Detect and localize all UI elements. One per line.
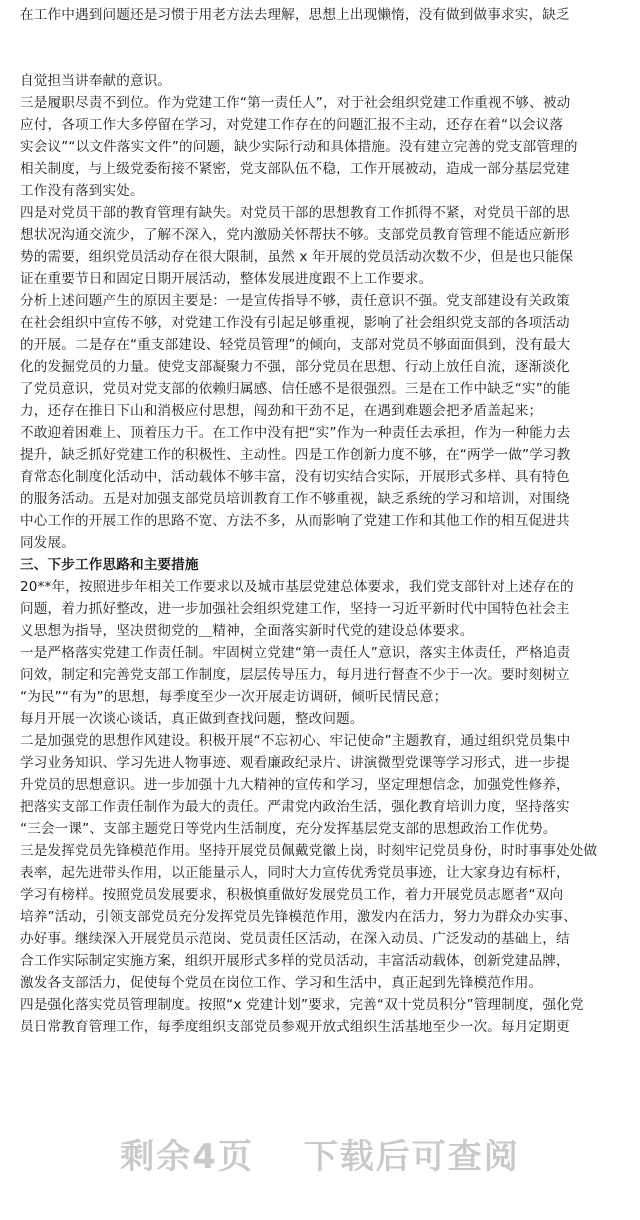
text-line: 问效，制定和完善党支部工作制度，层层传导压力，每月进行督查不少于一次。要时刻树立	[20, 667, 570, 683]
text-line: 的开展。二是存在“重支部建设、轻党员管理”的倾向，支部对党员不够面面俱到，没有最大	[20, 337, 571, 353]
text-line: 四是对党员干部的教育管理有缺失。对党员干部的思想教育工作抓得不紧，对党员干部的思	[20, 205, 570, 221]
text-line: 把落实支部工作责任制作为最大的责任。严肃党内政治生活，强化教育培训力度，坚持落实	[20, 799, 570, 815]
text-line: 问题，着力抓好整改，进一步加强社会组织党建工作，坚持一习近平新时代中国特色社会主	[20, 601, 570, 617]
text-line: 员日常教育管理工作，每季度组织支部党员参观开放式组织生活基地至少一次。每月定期更	[20, 1019, 570, 1035]
text-line: 相关制度，与上级党委衔接不紧密，党支部队伍不稳，工作开展被动，造成一部分基层党建	[20, 161, 570, 177]
text-line: 自觉担当讲奉献的意识。	[20, 73, 172, 89]
text-line: 学习业务知识、学习先进人物事迹、观看廉政纪录片、讲演微型党课等学习形式，进一步提	[20, 755, 570, 771]
text-line: “为民”“有为”的思想，每季度至少一次开展走访调研，倾听民情民意；	[20, 689, 448, 705]
text-line: 的服务活动。五是对加强支部党员培训教育工作不够重视，缺乏系统的学习和培训，对围绕	[20, 491, 570, 507]
text-line: 三是履职尽责不到位。作为党建工作“第一责任人”，对于社会组织党建工作重视不够、被动	[20, 95, 571, 111]
text-line: 不敢迎着困难上、顶着压力干。在工作中没有把“实”作为一种责任去承担，作为一种能力去	[20, 425, 571, 441]
text-line: 证在重要节日和固定日期开展活动，整体发展进度跟不上工作要求。	[20, 271, 433, 287]
text-line: 分析上述问题产生的原因主要是：一是宣传指导不够，责任意识不强。党支部建设有关政策	[20, 293, 570, 309]
text-line: 义思想为指导，坚决贯彻党的＿精神，全面落实新时代党的建设总体要求。	[20, 623, 474, 639]
text-line: 中心工作的开展工作的思路不宽、方法不多，从而影响了党建工作和其他工作的相互促进共	[20, 513, 570, 529]
text-line: 激发各支部活力，促使每个党员在岗位工作、学习和生活中，真正起到先锋模范作用。	[20, 975, 543, 991]
text-line: 二是加强党的思想作风建设。积极开展“不忘初心、牢记使命”主题教育，通过组织党员集中	[20, 733, 571, 749]
text-line: 升党员的思想意识。进一步加强十九大精神的宣传和学习，坚定理想信念，加强党性修养，	[20, 777, 570, 793]
text-line: “三会一课”、支部主题党日等党内生活制度，充分发挥基层党支部的思想政治工作优势。	[20, 821, 557, 837]
download-hint-label: 下载后可查阅	[303, 1137, 520, 1177]
text-line: 势的需要，组织党员活动存在很大限制，虽然 x 年开展的党员活动次数不少，但是也只能保	[20, 249, 574, 265]
text-line: 了党员意识，党员对党支部的依赖归属感、信任感不是很强烈。三是在工作中缺乏“实”的能	[20, 381, 571, 397]
text-line: 想状况沟通交流少，了解不深入，党内激励关怀帮扶不够。支部党员教育管理不能适应新形	[20, 227, 570, 243]
text-line: 学习有榜样。按照党员发展要求，积极慎重做好发展党员工作，着力开展党员志愿者“双向	[20, 887, 564, 903]
text-line: 培养”活动，引领支部党员充分发挥党员先锋模范作用，激发内在活力，努力为群众办实事、	[20, 909, 577, 925]
text-line: 合工作实际制定实施方案，组织开展形式多样的党员活动，丰富活动载体，创新党建品牌，	[20, 953, 570, 969]
text-line: 四是强化落实党员管理制度。按照“x 党建计划”要求，完善“双十党员积分”管理制度，强化党	[20, 997, 584, 1013]
text-line: 化的发掘党员的力量。使党支部凝聚力不强，部分党员在思想、行动上放任自流，逐渐淡化	[20, 359, 570, 375]
text-line: 同发展。	[20, 535, 75, 551]
text-line: 力，还存在推日下山和消极应付思想，闯劲和干劲不足，在遇到难题会把矛盾盖起来；	[20, 403, 543, 419]
text-line: 育常态化制度化活动中，活动载体不够丰富，没有切实结合实际，开展形式多样、具有特色	[20, 469, 570, 485]
text-line: 应付，各项工作大多停留在学习，对党建工作存在的问题汇报不主动，还存在着“以会议落	[20, 117, 564, 133]
remaining-pages-label: 剩余4页	[120, 1137, 254, 1177]
text-line: 在社会组织中宣传不够，对党建工作没有引起足够重视，影响了社会组织党支部的各项活动	[20, 315, 570, 331]
download-to-view-banner[interactable]	[0, 1132, 640, 1182]
text-line: 表率，起先进带头作用，以正能量示人，同时大力宣传优秀党员事迹，让大家身边有标杆，	[20, 865, 570, 881]
text-line: 一是严格落实党建工作责任制。牢固树立党建“第一责任人”意识，落实主体责任，严格追责	[20, 645, 571, 661]
text-line: 20**年，按照进步年相关工作要求以及城市基层党建总体要求，我们党支部针对上述存在的	[20, 579, 574, 595]
text-line: 在工作中遇到问题还是习惯于用老方法去理解，思想上出现懒惰，没有做到做事求实，缺乏	[20, 7, 570, 23]
text-line: 三是发挥党员先锋模范作用。坚持开展党员佩戴党徽上岗，时刻牢记党员身份，时时事事处处做	[20, 843, 598, 859]
text-line: 提升，缺乏抓好党建工作的积极性、主动性。四是工作创新力度不够，在“两学一做”学习教	[20, 447, 571, 463]
text-line: 每月开展一次谈心谈话，真正做到查找问题，整改问题。	[20, 711, 364, 727]
text-line: 工作没有落到实处。	[20, 183, 144, 199]
text-line: 实会议”“以文件落实文件”的问题，缺少实际行动和具体措施。没有建立完善的党支部管理的	[20, 139, 578, 155]
section-heading: 三、下步工作思路和主要措施	[20, 557, 199, 573]
text-line: 办好事。继续深入开展党员示范岗、党员责任区活动，在深入动员、广泛发动的基础上，结	[20, 931, 570, 947]
